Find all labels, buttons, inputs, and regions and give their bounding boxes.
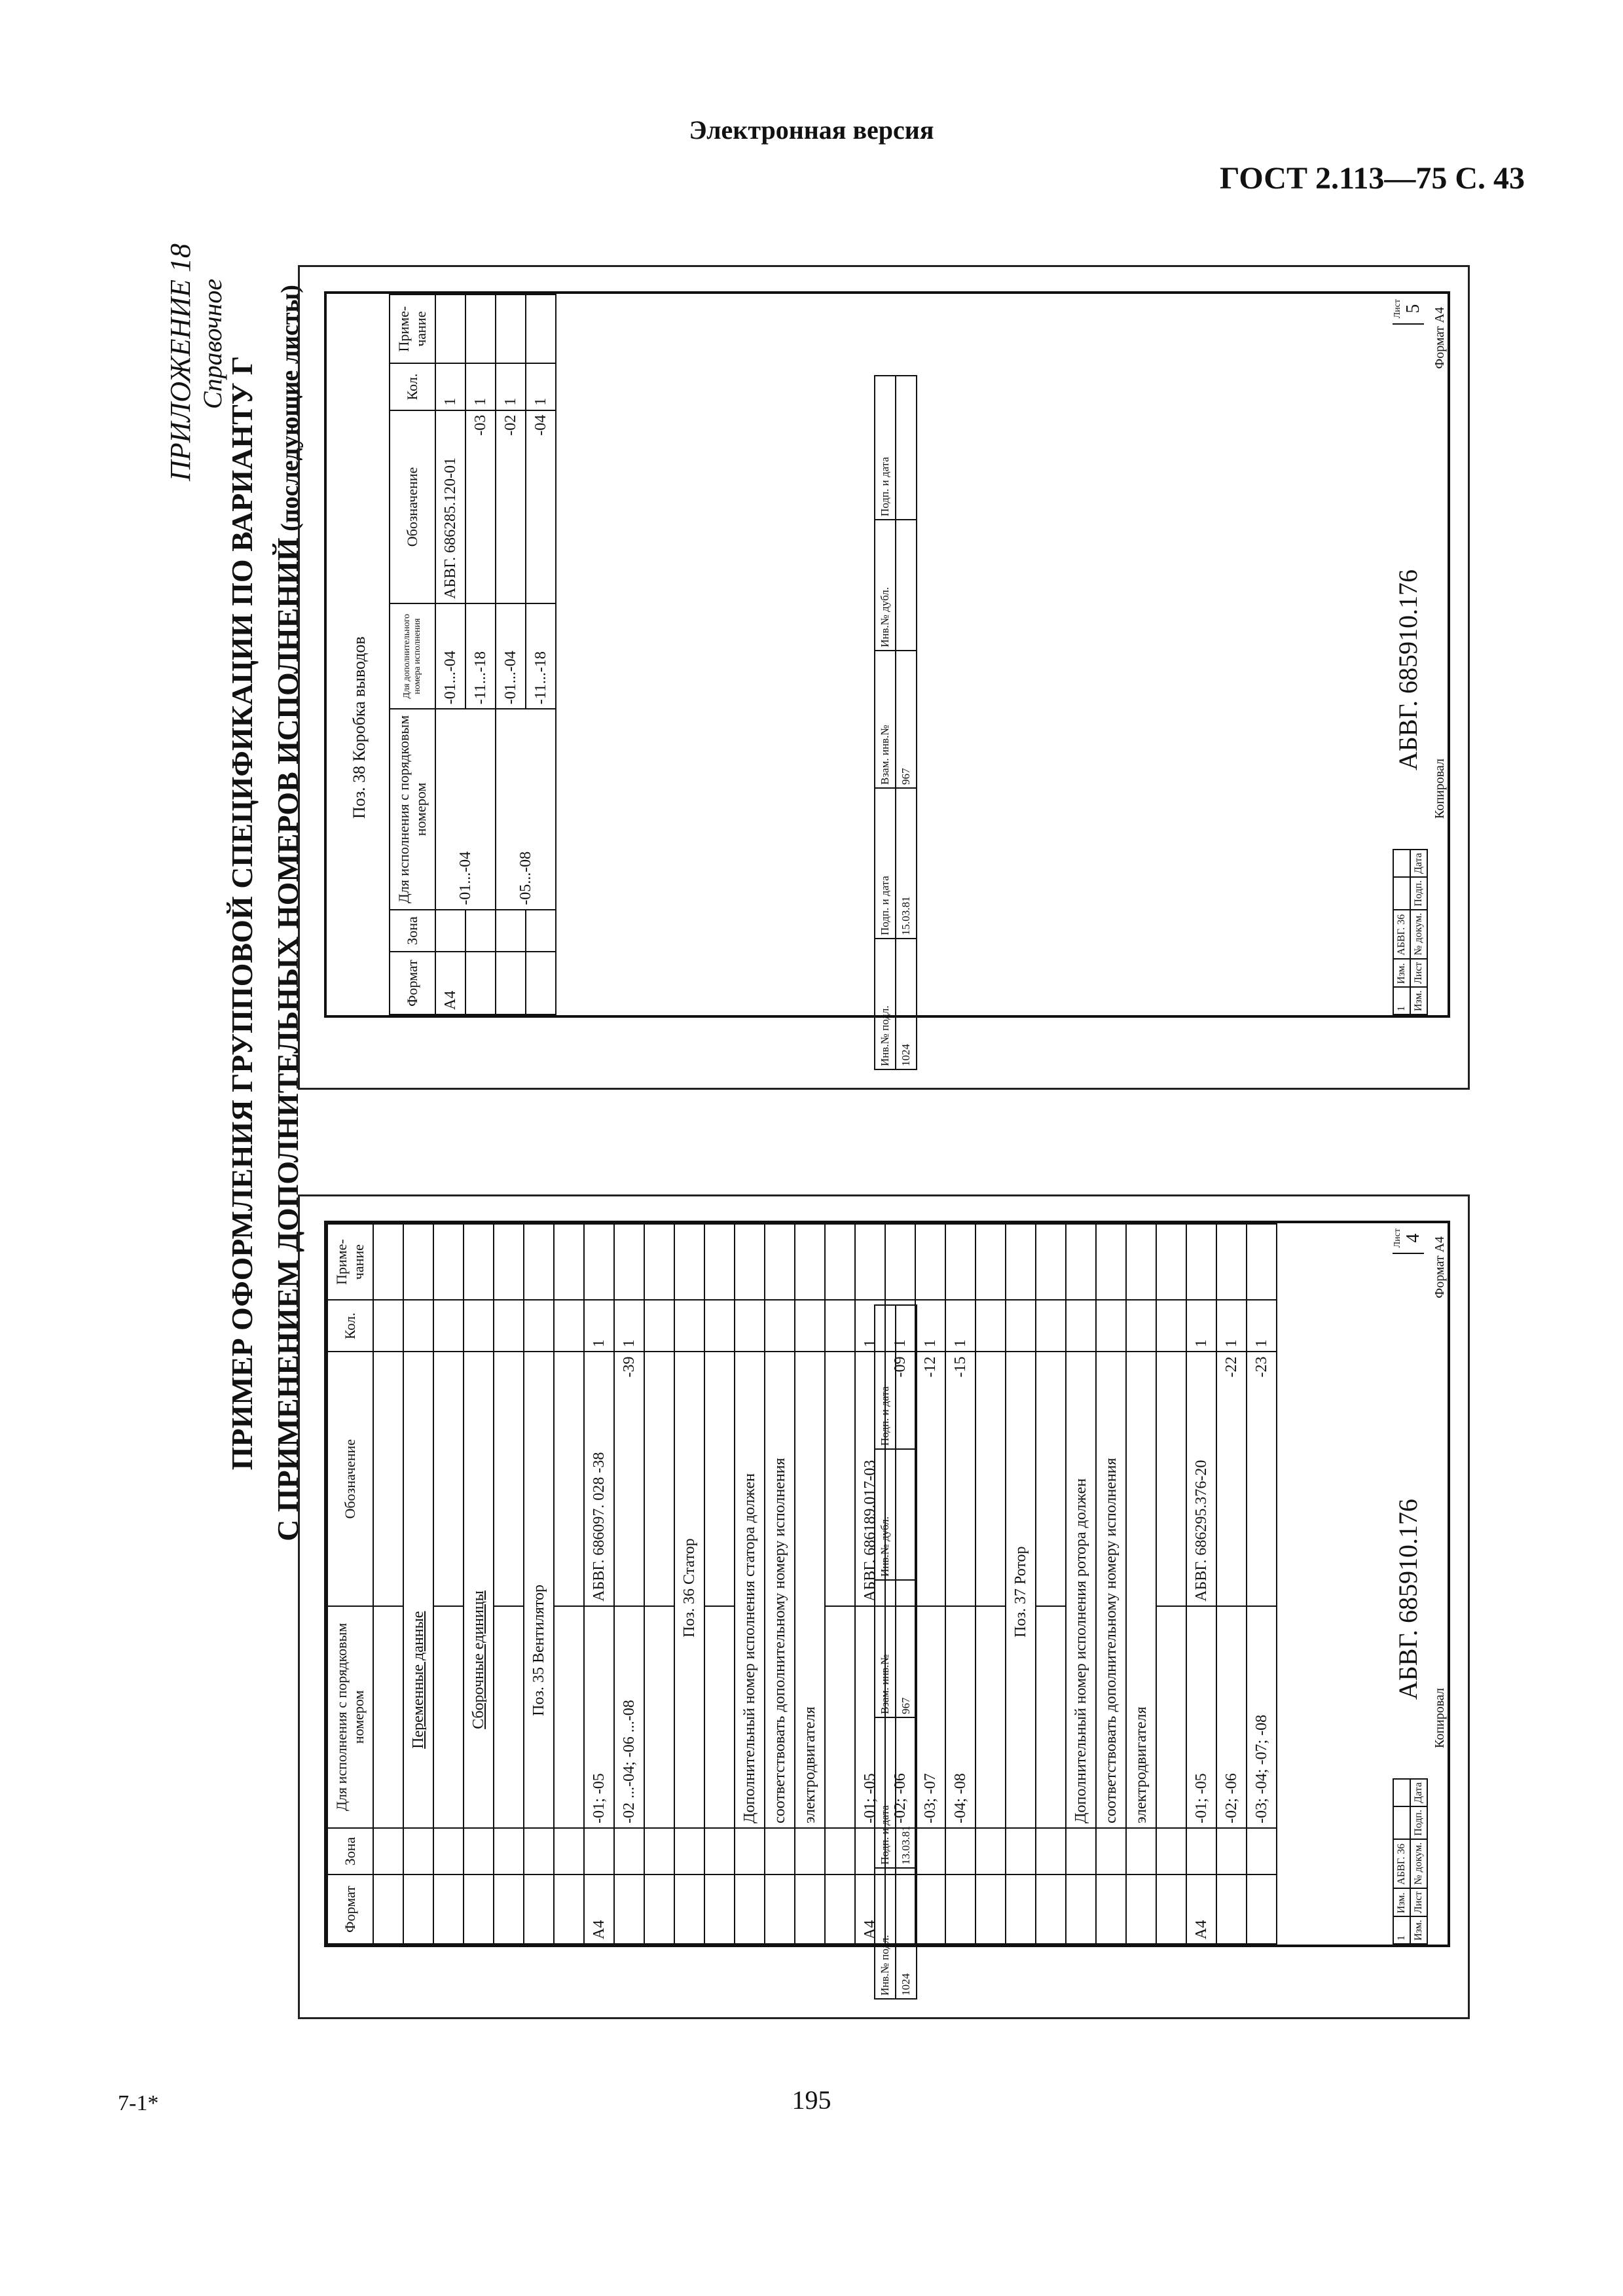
table-row: -04; -08 -15 1 — [945, 1224, 976, 1944]
table-row — [373, 1224, 403, 1944]
table-row: А4 -01...-04 -01...-04 АБВГ. 686285.120-01 1 — [435, 295, 465, 1014]
table-row: -11...-18 -03 1 — [465, 295, 496, 1014]
appendix-label — [164, 232, 228, 481]
sheet5-stamp: 1 Изм. АБВГ. 36 Изм. Лист № докум. Подп. Дата — [1393, 849, 1428, 1015]
sheet-4 — [298, 1194, 1470, 2019]
col-qty: Кол. — [327, 1300, 373, 1352]
table-row — [433, 1224, 464, 1944]
table-row: Дополнительный номер исполнения ротора должен — [1066, 1224, 1096, 1944]
sheet4-table-area — [324, 1221, 1450, 1947]
inv-orig-value: 1024 — [896, 1868, 917, 1999]
table-row — [825, 1224, 855, 1944]
inv-orig-value: 1024 — [896, 939, 917, 1069]
sheet5-copied: Копировал — [1432, 759, 1447, 819]
table-row — [554, 1224, 584, 1944]
replace-inv-value: 967 — [896, 651, 917, 788]
table-row: Поз. 37 Ротор — [1006, 1224, 1036, 1944]
table-row: соответствовать дополнительному номеру исполнения — [1096, 1224, 1126, 1944]
table-row: А4 -01; -05 АБВГ. 686189.017-03 1 — [855, 1224, 885, 1944]
sign-date-label: Подп. и дата — [875, 788, 896, 939]
table-row: -03; -04; -07; -08 -23 1 — [1247, 1224, 1277, 1944]
col-extra: Для дополнительного номера исполнения — [390, 603, 435, 709]
col-note: Приме- чание — [390, 295, 435, 363]
table-row: А4 -01; -05 АБВГ. 686097. 028 -38 1 — [584, 1224, 614, 1944]
sheet5-caption: Поз. 38 Коробка выводов — [350, 636, 369, 819]
sign-date-value: 13.03.81 — [896, 1717, 917, 1868]
table-row — [1156, 1224, 1186, 1944]
table-row: А4 -01; -05 АБВГ. 686295.376-20 1 — [1186, 1224, 1216, 1944]
table-row — [494, 1224, 524, 1944]
table-row: -11...-18 -04 1 — [526, 295, 556, 1014]
sign-date2-label: Подп. и дата — [875, 1305, 896, 1449]
table-row: Поз. 36 Статор — [674, 1224, 704, 1944]
sheet5-format: Формат А4 — [1432, 307, 1447, 369]
sheet4-designation: АБВГ. 685910.176 — [1393, 1498, 1423, 1700]
replace-inv-label: Взам. инв.№ — [875, 1580, 896, 1717]
table-row: электродвигателя — [795, 1224, 825, 1944]
table-row: соответствовать дополнительному номеру исполнения — [765, 1224, 795, 1944]
title-line-1: ПРИМЕР ОФОРМЛЕНИЯ ГРУППОВОЙ СПЕЦИФИКАЦИИ ПО ВАРИАНТУ Г — [225, 355, 259, 1471]
gost-page-ref: ГОСТ 2.113—75 С. 43 — [1220, 161, 1525, 196]
table-row: -02 ...-04; -06 ...-08 -39 1 — [614, 1224, 644, 1944]
table-row: -02; -06 -09 1 — [885, 1224, 915, 1944]
table-row: Переменные данные — [403, 1224, 433, 1944]
col-desig: Обозначение — [390, 410, 435, 603]
table-row: -03; -07 -12 1 — [915, 1224, 945, 1944]
appendix-title: ПРИЛОЖЕНИЕ 18 — [164, 243, 196, 481]
replace-inv-label: Взам. инв.№ — [875, 651, 896, 788]
table-row: -02; -06 -22 1 — [1216, 1224, 1247, 1944]
electronic-version-label: Электронная версия — [689, 115, 934, 145]
col-format: Формат — [327, 1874, 373, 1944]
col-format: Формат — [390, 952, 435, 1014]
replace-inv-value: 967 — [896, 1580, 917, 1717]
sheet4-stamp: 1 Изм. АБВГ. 36 Изм. Лист № докум. Подп. Дата — [1393, 1778, 1428, 1945]
table-row: электродвигателя — [1126, 1224, 1156, 1944]
sheet4-sheet-number: Лист 4 — [1393, 1223, 1424, 1254]
sheet5-spec-table — [389, 294, 556, 1015]
inv-dup-label: Инв.№ дубл. — [875, 1449, 896, 1580]
inv-dup-label: Инв.№ дубл. — [875, 520, 896, 651]
sheet4-format: Формат А4 — [1432, 1236, 1447, 1299]
sheet4-copied: Копировал — [1432, 1688, 1447, 1748]
sign-date-label: Подп. и дата — [875, 1717, 896, 1868]
sign-date2-label: Подп. и дата — [875, 376, 896, 520]
table-row: Поз. 35 Вентилятор — [524, 1224, 554, 1944]
table-row: -05...-08 -01...-04 -02 1 — [496, 295, 526, 1014]
col-qty: Кол. — [390, 363, 435, 410]
col-exec: Для исполнения с порядковым номером — [327, 1606, 373, 1828]
table-row — [1036, 1224, 1066, 1944]
table-row — [704, 1224, 735, 1944]
title-line-2: С ПРИМЕНЕНИЕМ ДОПОЛНИТЕЛЬНЫХ НОМЕРОВ ИСПОЛНЕНИЙ (последующие листы) — [271, 285, 304, 1541]
col-zone: Зона — [327, 1828, 373, 1874]
col-desig: Обозначение — [327, 1352, 373, 1605]
page-number: 195 — [792, 2085, 831, 2115]
col-note: Приме- чание — [327, 1224, 373, 1300]
appendix-subtitle: Справочное — [198, 278, 227, 409]
table-row — [976, 1224, 1006, 1944]
sheet4-title-block — [1393, 1223, 1428, 1945]
col-exec: Для исполнения с порядковым номером — [390, 709, 435, 910]
footer-left: 7-1* — [118, 2091, 159, 2115]
sheet5-designation: АБВГ. 685910.176 — [1393, 569, 1423, 771]
table-row: Дополнительный номер исполнения статора должен — [735, 1224, 765, 1944]
sheet5-title-block — [1393, 294, 1428, 1015]
sheet5-table-area — [324, 291, 1450, 1018]
col-zone: Зона — [390, 910, 435, 952]
table-row: Сборочные единицы — [464, 1224, 494, 1944]
sheet5-sheet-number: Лист 5 — [1393, 294, 1424, 325]
table-row — [644, 1224, 674, 1944]
sheet-5 — [298, 265, 1470, 1090]
inv-orig-label: Инв.№ подл. — [875, 939, 896, 1069]
sheet4-spec-table — [327, 1223, 1277, 1945]
sign-date-value: 15.03.81 — [896, 788, 917, 939]
inv-orig-label: Инв.№ подл. — [875, 1868, 896, 1999]
